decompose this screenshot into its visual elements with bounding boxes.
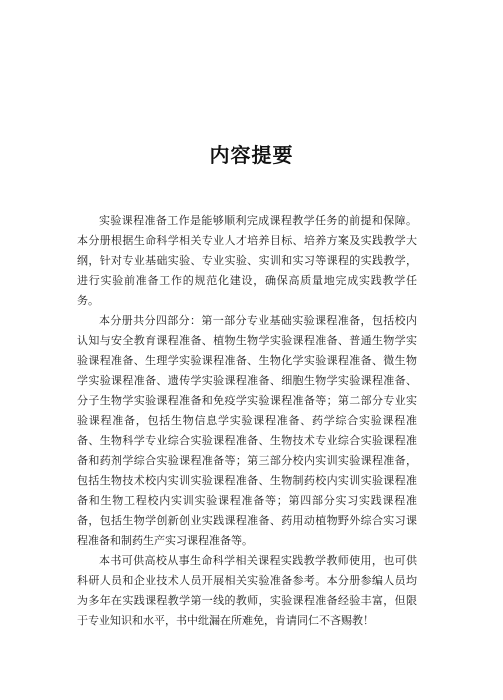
summary-body bbox=[77, 211, 417, 631]
intro-paragraph: 实验课程准备工作是能够顺利完成课程教学任务的前提和保障。本分册根据生命科学相关专业人才培养目标、培养方案及实践教学大纲，针对专业基础实验、专业实验、实训和实习等课程的实践教学，进行实验前准备工作的规范化建设，确保高质量地完成实践教学任务。 bbox=[77, 214, 417, 307]
page-title: 内容提要 bbox=[209, 143, 294, 167]
audience-paragraph: 本书可供高校从事生命科学相关课程实践教学教师使用，也可供科研人员和企业技术人员开展相关实验准备参考。本分册参编人员均为多年在实践课程教学第一线的教师，实验课程准备经验丰富，但限于专业知识和水平，书中纰漏在所难免，肯请同仁不吝赐教！ bbox=[77, 554, 417, 627]
structure-paragraph: 本分册共分四部分：第一部分专业基础实验课程准备，包括校内认知与安全教育课程准备、植物生物学实验课程准备、普通生物学实验课程准备、生理学实验课程准备、生物化学实验课程准备、微生物学实验课程准备、遗传学实验课程准备、细胞生物学实验课程准备、分子生物学实验课程准备和免疫学实验课程准备等；第二部分专业实验课程准备，包括生物信息学实验课程准备、药学综合实验课程准备、生物科学专业综合实验课程准备、生物技术专业综合实验课程准备和药剂学综合实验课程准备等；第三部分校内实训实验课程准备，包括生物技术校内实训实验课程准备、生物制药校内实训实验课程准备和生物工程校内实训实验课程准备等；第四部分实习实践课程准备，包括生物学创新创业实践课程准备、药用动植物野外综合实习课程准备和制药生产实习课程准备等。 bbox=[77, 314, 417, 547]
